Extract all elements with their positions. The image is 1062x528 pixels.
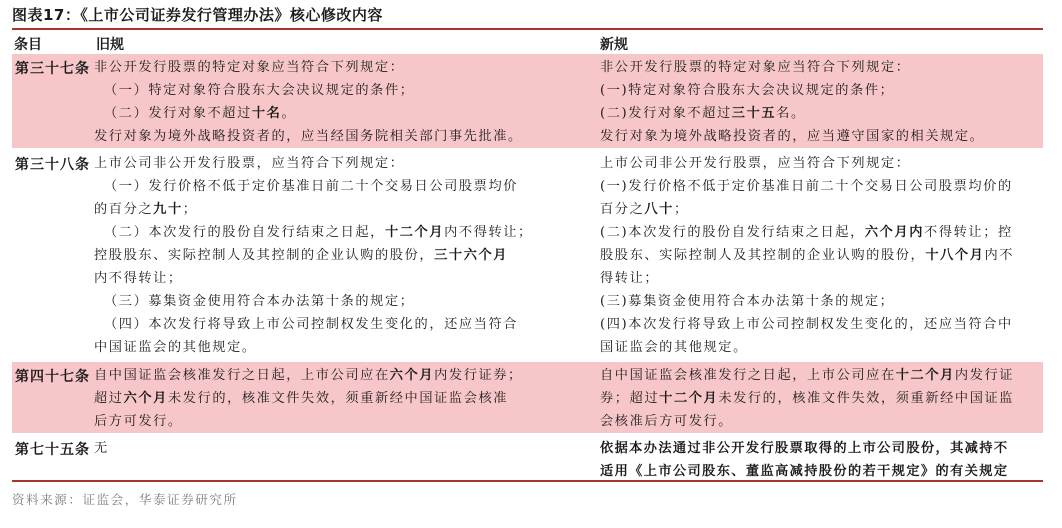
text-line: 无 [94, 441, 109, 456]
text-line: 中国证监会的其他规定。 [94, 340, 257, 355]
emphasis: 十二个月 [895, 368, 955, 383]
text-line: （四）本次发行将导致上市公司控制权发生变化的，还应当符合 [104, 317, 519, 332]
emphasis: 十二个月 [659, 391, 719, 406]
text-line: 百分之八十； [600, 202, 689, 217]
emphasis: 三十五 [731, 106, 777, 121]
top-rule [12, 28, 1043, 30]
text-line: （二）发行对象不超过十名。 [104, 106, 297, 121]
text-line: 上市公司非公开发行股票，应当符合下列规定： [600, 156, 911, 171]
text-line: 控股股东、实际控制人及其控制的企业认购的股份，三十六个月 [94, 248, 509, 263]
article-label: 第三十八条 [15, 157, 90, 173]
text-line: 的百分之九十； [94, 202, 198, 217]
old-rule-text [94, 56, 554, 148]
emphasis: 十二个月 [384, 225, 445, 240]
emphasis: 九十 [153, 202, 183, 217]
text-line: 非公开发行股票的特定对象应当符合下列规定： [94, 60, 405, 75]
text-line: (四)本次发行将导致上市公司控制权发生变化的，还应当符合中 [600, 317, 1013, 332]
emphasis: 六个月内 [864, 225, 925, 240]
text-line: （三）募集资金使用符合本办法第十条的规定； [104, 294, 415, 309]
text-line: 自中国证监会核准发行之日起，上市公司应在六个月内发行证券； [94, 368, 523, 383]
new-rule-text [600, 152, 1040, 359]
table-row [12, 362, 1043, 433]
article-label: 第三十七条 [15, 61, 90, 77]
text-line: (二)发行对象不超过三十五名。 [600, 106, 806, 121]
header-item: 条目 [14, 37, 42, 53]
text-line: 上市公司非公开发行股票，应当符合下列规定： [94, 156, 405, 171]
text-line: 发行对象为境外战略投资者的，应当遵守国家的相关规定。 [600, 129, 985, 144]
article-label: 第七十五条 [15, 442, 90, 458]
text-line: 自中国证监会核准发行之日起，上市公司应在十二个月内发行证 [600, 368, 1015, 383]
table-row [12, 435, 1043, 479]
source-note: 资料来源：证监会，华泰证券研究所 [12, 492, 238, 507]
text-line: 后方可发行。 [94, 414, 183, 429]
text-line: 会核准后方可发行。 [600, 414, 734, 429]
article-label: 第四十七条 [15, 369, 90, 385]
text-line: 券；超过十二个月未发行的，核准文件失效，须重新经中国证监 [600, 391, 1015, 406]
table-row [12, 150, 1043, 360]
text-line: (二)本次发行的股份自发行结束之日起，六个月内不得转让；控 [600, 225, 1013, 240]
emphasis: 六个月 [389, 368, 435, 383]
figure-title: 图表17：《上市公司证券发行管理办法》核心修改内容 [12, 6, 383, 24]
old-rule-text [94, 152, 554, 359]
text-line: (一)发行价格不低于定价基准日前二十个交易日公司股票均价的 [600, 179, 1013, 194]
text-line: （二）本次发行的股份自发行结束之日起，十二个月内不得转让； [104, 225, 533, 240]
bottom-rule [12, 480, 1043, 482]
text-line: 适用《上市公司股东、董监高减持股份的若干规定》的有关规定 [600, 464, 1009, 479]
emphasis: 六个月 [123, 391, 168, 406]
text-line: 超过六个月未发行的，核准文件失效，须重新经中国证监会核准 [94, 391, 509, 406]
old-rule-text [94, 364, 554, 433]
text-line: （一）发行价格不低于定价基准日前二十个交易日公司股票均价 [104, 179, 519, 194]
emphasis: 八十 [644, 202, 674, 217]
emphasis: 十八个月 [925, 248, 985, 263]
new-rule-text [600, 437, 1040, 483]
text-line: 内不得转让； [94, 271, 183, 286]
text-line: 得转让； [600, 271, 660, 286]
old-rule-text [94, 437, 554, 460]
emphasis: 三十六个月 [434, 248, 509, 263]
text-line: 非公开发行股票的特定对象应当符合下列规定： [600, 60, 911, 75]
new-rule-text [600, 364, 1040, 433]
text-line: (一)特定对象符合股东大会决议规定的条件； [600, 83, 895, 98]
text-line: 国证监会的其他规定。 [600, 340, 748, 355]
table-row [12, 54, 1043, 148]
text-line: 依据本办法通过非公开发行股票取得的上市公司股份，其减持不 [600, 441, 1009, 456]
header-old: 旧规 [96, 37, 124, 53]
text-line: 发行对象为境外战略投资者的，应当经国务院相关部门事先批准。 [94, 129, 523, 144]
emphasis: 十名 [251, 106, 282, 121]
new-rule-text [600, 56, 1040, 148]
header-new: 新规 [600, 37, 628, 53]
text-line: (三)募集资金使用符合本办法第十条的规定； [600, 294, 895, 309]
text-line: （一）特定对象符合股东大会决议规定的条件； [104, 83, 415, 98]
text-line: 股股东、实际控制人及其控制的企业认购的股份，十八个月内不 [600, 248, 1015, 263]
